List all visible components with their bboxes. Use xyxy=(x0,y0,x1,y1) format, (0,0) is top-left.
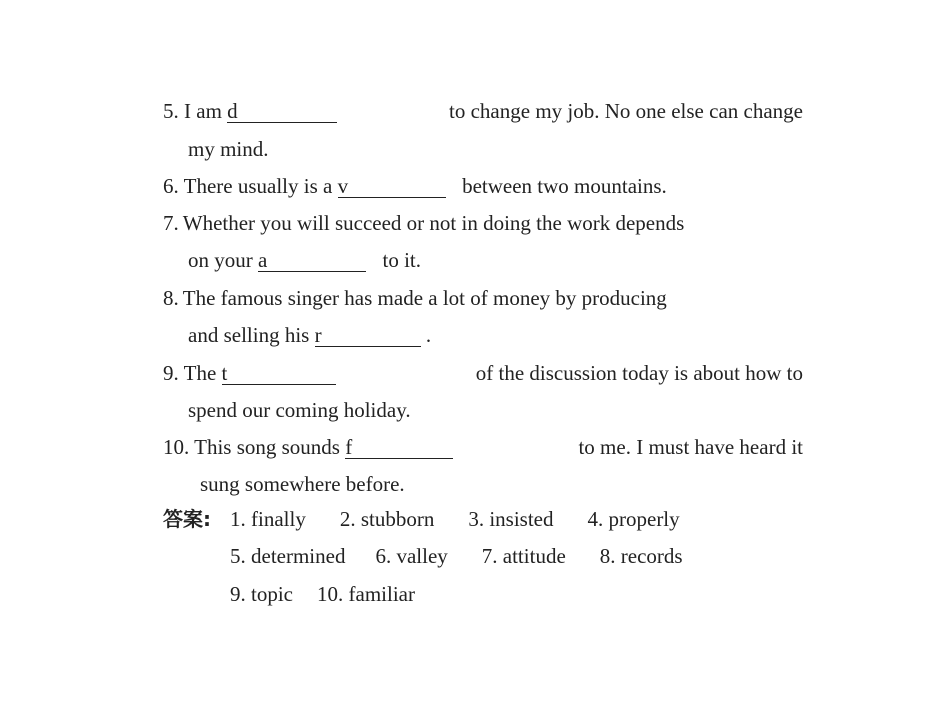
answer-blank[interactable] xyxy=(315,324,421,347)
question-text: to change my job. No one else can change xyxy=(449,99,803,123)
answer-blank[interactable] xyxy=(222,362,336,385)
answer-item: 2. stubborn xyxy=(339,507,435,531)
question-8-line-1 xyxy=(163,285,803,311)
blank-hint-letter: f xyxy=(345,435,353,459)
question-8-line-2 xyxy=(188,322,431,348)
question-number: 6. xyxy=(163,174,179,198)
question-7-line-2 xyxy=(188,247,421,273)
answer-key-label: 答案: xyxy=(163,507,211,531)
blank-hint-letter: t xyxy=(221,361,228,385)
question-number: 7. xyxy=(163,211,179,235)
question-text: spend our coming holiday. xyxy=(188,398,411,422)
question-text: This song sounds xyxy=(194,435,340,459)
question-6-line-1 xyxy=(163,173,667,199)
question-text: on your xyxy=(188,248,253,272)
answer-item: 9. topic xyxy=(230,582,293,606)
answer-blank[interactable] xyxy=(258,249,366,272)
question-text: sung somewhere before. xyxy=(200,472,405,496)
answer-blank[interactable] xyxy=(345,436,453,459)
answer-item: 1. finally xyxy=(230,507,306,531)
question-text: and selling his xyxy=(188,323,310,347)
answer-item: 8. records xyxy=(599,544,683,568)
question-9-line-1 xyxy=(163,360,803,386)
question-text: I am xyxy=(184,99,222,123)
question-number: 8. xyxy=(163,286,179,310)
answer-key-row-3 xyxy=(230,581,415,607)
question-text: Whether you will succeed or not in doing the work depends xyxy=(182,211,685,235)
blank-hint-letter: v xyxy=(337,174,349,198)
question-text: of the discussion today is about how to xyxy=(475,361,803,385)
question-text: between two mountains. xyxy=(462,174,667,198)
answer-item: 3. insisted xyxy=(468,507,554,531)
question-text: There usually is a xyxy=(183,174,333,198)
question-text: The famous singer has made a lot of money by producing xyxy=(182,286,667,310)
answer-item: 4. properly xyxy=(587,507,680,531)
question-text: my mind. xyxy=(188,137,269,161)
answer-key-row-1 xyxy=(163,506,211,532)
answer-item: 10. familiar xyxy=(317,582,415,606)
blank-hint-letter: d xyxy=(227,99,238,123)
question-number: 9. xyxy=(163,361,179,385)
question-text: The xyxy=(183,361,217,385)
question-number: 10. xyxy=(163,435,190,459)
question-text: to it. xyxy=(382,248,422,272)
answer-key-row-1-items xyxy=(230,506,680,532)
blank-hint-letter: a xyxy=(258,248,268,272)
question-text: . xyxy=(425,323,432,347)
question-10-line-2 xyxy=(200,471,405,497)
question-5-line-1 xyxy=(163,98,803,124)
question-10-line-1 xyxy=(163,434,803,460)
blank-hint-letter: r xyxy=(314,323,322,347)
question-7-line-1 xyxy=(163,210,803,236)
question-9-line-2 xyxy=(188,397,411,423)
question-5-line-2 xyxy=(188,136,269,162)
answer-key-row-2 xyxy=(230,543,683,569)
question-number: 5. xyxy=(163,99,179,123)
answer-item: 7. attitude xyxy=(481,544,566,568)
question-text: to me. I must have heard it xyxy=(578,435,803,459)
answer-blank[interactable] xyxy=(338,175,446,198)
answer-item: 5. determined xyxy=(230,544,346,568)
answer-item: 6. valley xyxy=(375,544,448,568)
answer-blank[interactable] xyxy=(227,100,337,123)
